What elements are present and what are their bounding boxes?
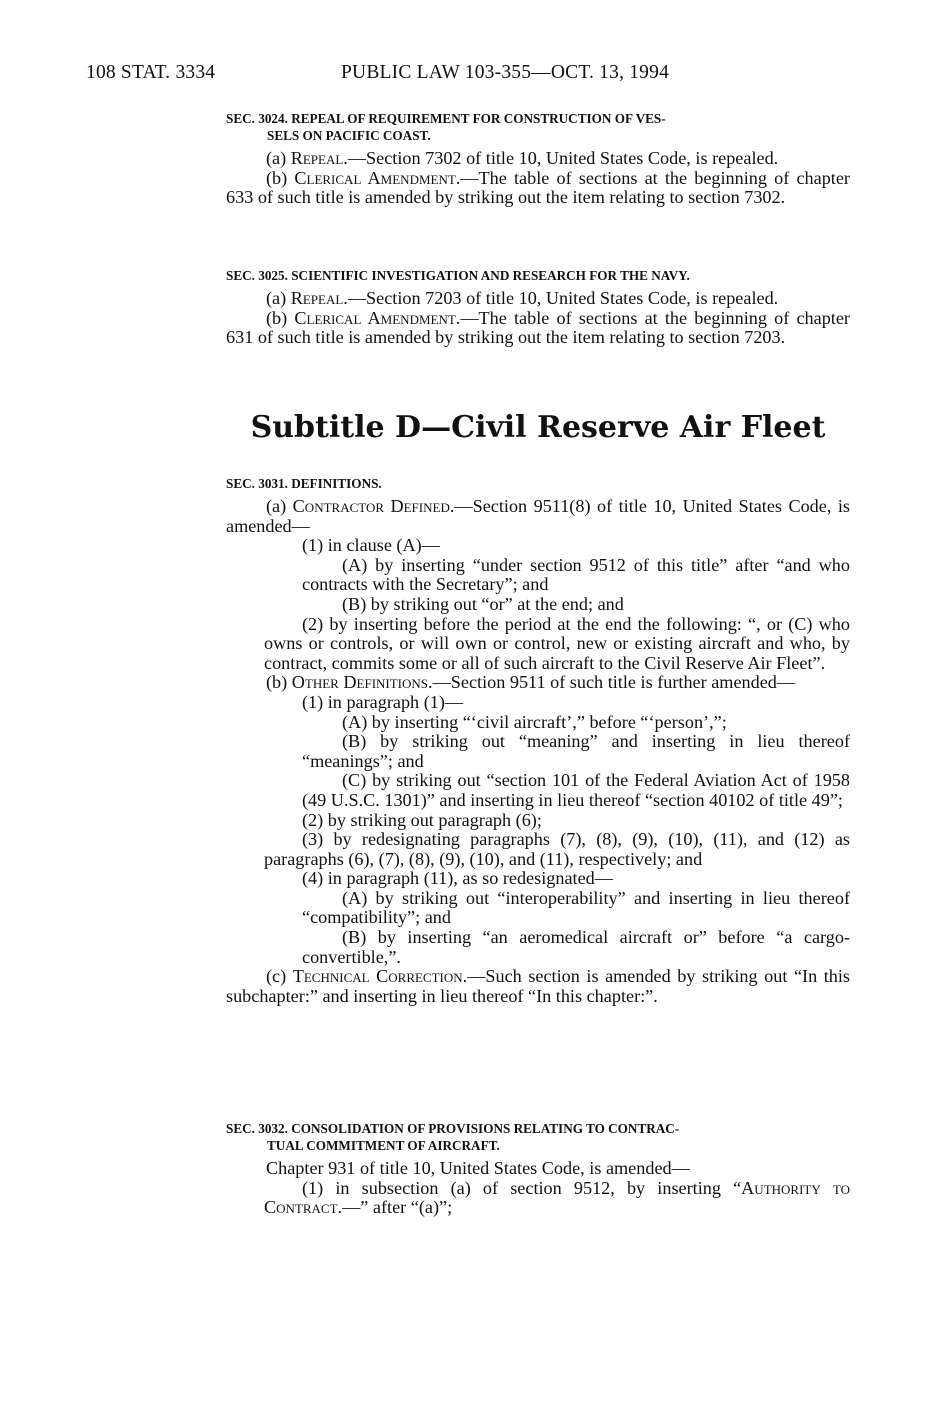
subsection-b: (b) Clerical Amendment.—The table of sections at the beginning of chapter 631 of such title is amended by striking out the item relating to section 7203. <box>226 307 850 348</box>
clause-b1A: (A) by inserting “‘civil aircraft’,” before “‘person’,”; <box>342 711 727 732</box>
section-heading: SEC. 3031. DEFINITIONS. <box>226 476 382 491</box>
section-heading: SEC. 3025. SCIENTIFIC INVESTIGATION AND RESEARCH FOR THE NAVY. <box>226 268 690 283</box>
subsection-a: (a) Repeal.—Section 7302 of title 10, United States Code, is repealed. <box>266 148 779 168</box>
section-heading: SEC. 3024. REPEAL OF REQUIREMENT FOR CONSTRUCTION OF VES- SELS ON PACIFIC COAST. <box>226 111 666 143</box>
subsection-a: (a) Repeal.—Section 7203 of title 10, United States Code, is repealed. <box>266 288 779 308</box>
subsection-b: (b) Other Definitions.—Section 9511 of such title is further amended— <box>266 672 796 693</box>
clause-b4B: (B) by inserting “an aeromedical aircraft or” before “a cargo-convertible,”. <box>302 927 850 967</box>
clause-b4A: (A) by striking out “interoperability” and inserting in lieu thereof “compatibility”; and <box>302 887 850 928</box>
paragraph-b3: (3) by redesignating paragraphs (7), (8), (9), (10), (11), and (12) as paragraphs (6), (7), (8), (9), (10), and (11), respectively; and <box>264 829 850 869</box>
clause-b1C: (C) by striking out “section 101 of the Federal Aviation Act of 1958 (49 U.S.C. 1301)” and inserting in lieu thereof “section 40102 of title 49”; <box>302 770 850 810</box>
paragraph-b1: (1) in paragraph (1)— <box>302 691 464 712</box>
section-3024 <box>226 110 850 208</box>
subtitle-heading: Subtitle D—Civil Reserve Air Fleet <box>250 410 826 445</box>
paragraph-b4: (4) in paragraph (11), as so redesignated— <box>302 868 613 889</box>
section-3031 <box>226 475 850 1006</box>
section-heading: SEC. 3032. CONSOLIDATION OF PROVISIONS RELATING TO CONTRAC- TUAL COMMITMENT OF AIRCRAFT. <box>226 1121 680 1153</box>
subsection-c: (c) Technical Correction.—Such section is amended by striking out “In this subchapter:” and inserting in lieu thereof “In this chapter:”. <box>226 966 850 1006</box>
paragraph-1: (1) in subsection (a) of section 9512, by inserting “Authority to Contract.—” after “(a)”; <box>264 1177 850 1218</box>
clause-b1B: (B) by striking out “meaning” and inserting in lieu thereof “meanings”; and <box>302 731 850 771</box>
subsection-a: (a) Contractor Defined.—Section 9511(8) of title 10, United States Code, is amended— <box>226 496 850 536</box>
clause-a1B: (B) by striking out “or” at the end; and <box>342 593 624 614</box>
subsection-b: (b) Clerical Amendment.—The table of sections at the beginning of chapter 633 of such title is amended by striking out the item relating to section 7302. <box>226 167 850 208</box>
paragraph-b2: (2) by striking out paragraph (6); <box>302 809 542 830</box>
section-3025 <box>226 267 850 348</box>
clause-a1A: (A) by inserting “under section 9512 of this title” after “and who contracts with the Secretary”; and <box>302 554 850 595</box>
paragraph-a1: (1) in clause (A)— <box>302 535 440 556</box>
stat-page-number: 108 STAT. 3334 <box>86 62 216 83</box>
section-intro: Chapter 931 of title 10, United States Code, is amended— <box>266 1158 690 1178</box>
running-header: PUBLIC LAW 103-355—OCT. 13, 1994 <box>341 62 670 83</box>
section-3032 <box>226 1120 850 1218</box>
paragraph-a2: (2) by inserting before the period at the end the following: “, or (C) who owns or controls, or will own or control, new or existing aircraft and who, by contract, commits some or all of such aircraft to the Civil Reserve Air Fleet”. <box>264 613 850 673</box>
